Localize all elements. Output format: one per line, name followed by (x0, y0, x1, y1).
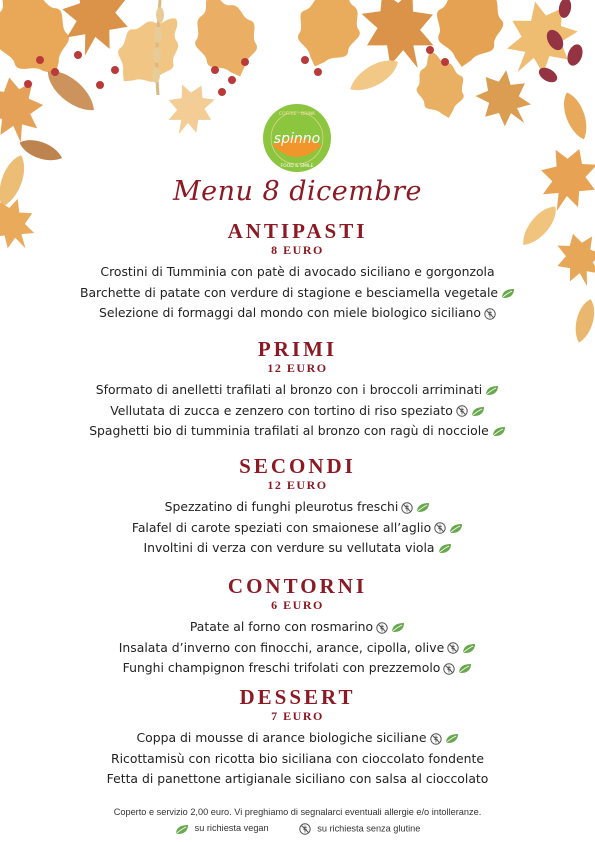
spinno-logo (262, 103, 332, 173)
menu-item-text: Sformato di anelletti trafilati al bronzo con i broccoli arriminati (95, 382, 483, 397)
menu-item-text: Insalata d’inverno con finocchi, arance, cipolla, olive (118, 639, 445, 655)
section-title: ANTIPASTI (227, 219, 368, 243)
gluten-free-icon (484, 308, 496, 320)
legend-vegan (175, 823, 269, 834)
menu-item-text: Fetta di panettone artigianale siciliano con salsa al cioccolato (106, 771, 489, 786)
section-title: DESSERT (239, 685, 356, 709)
menu-item (0, 421, 595, 442)
logo-brand-text: spinno (273, 131, 321, 147)
section-price: 7 EURO (271, 709, 324, 723)
menu-item (0, 380, 595, 401)
menu-item (0, 401, 595, 422)
section-secondi (0, 455, 595, 559)
legend-gluten-free-label: su richiesta senza glutine (317, 823, 421, 834)
leaf-icon (445, 733, 459, 744)
logo-ring-bottom-text: FOOD & SMILE (280, 164, 314, 169)
section-price: 12 EURO (267, 361, 328, 375)
gluten-free-icon (447, 642, 459, 654)
section-dessert (0, 686, 595, 790)
menu-item (0, 283, 595, 304)
section-title: PRIMI (257, 337, 338, 361)
menu-item-text: Vellutata di zucca e zenzero con tortino di riso speziato (110, 402, 453, 418)
gluten-free-icon (376, 622, 388, 634)
menu-item (0, 303, 595, 324)
leaf-icon (462, 643, 476, 654)
menu-item-text: Coppa di mousse di arance biologiche siciliane (136, 730, 427, 745)
gluten-free-icon (299, 823, 311, 835)
footer-note: Coperto e servizio 2,00 euro. Vi preghiamo di segnalarci eventuali allergie e/o intolleranze. (113, 807, 482, 817)
leaf-icon (175, 824, 189, 835)
menu-title: Menu 8 dicembre (172, 176, 423, 207)
section-price: 6 EURO (271, 598, 324, 612)
menu-item (0, 497, 595, 518)
section-primi (0, 338, 595, 442)
gluten-free-icon (434, 522, 446, 534)
section-antipasti (0, 220, 595, 324)
section-title: SECONDI (239, 454, 356, 478)
legend-vegan-label: su richiesta vegan (194, 823, 269, 834)
gluten-free-icon (401, 502, 413, 514)
menu-item-text: Crostini di Tumminia con patè di avocado siciliano e gorgonzola (100, 264, 495, 279)
leaf-icon (416, 502, 430, 513)
menu-item (0, 617, 595, 638)
menu-item (0, 658, 595, 679)
menu-item (0, 638, 595, 659)
section-price: 12 EURO (267, 478, 328, 492)
icon-legend (0, 823, 595, 835)
leaf-icon (501, 288, 515, 299)
leaf-icon (471, 406, 485, 417)
section-price: 8 EURO (271, 243, 324, 257)
menu-item (0, 749, 595, 770)
section-contorni (0, 575, 595, 679)
menu-item-text: Funghi champignon freschi trifolati con prezzemolo (122, 660, 441, 675)
menu-item-text: Involtini di verza con verdure su vellutata viola (143, 540, 435, 555)
menu-item-text: Falafel di carote speziati con smaionese all’aglio (131, 519, 432, 535)
menu-item (0, 262, 595, 283)
menu-item-text: Selezione di formaggi dal mondo con miele biologico siciliano (98, 305, 481, 320)
logo-ring-top-text: COFFEE · DRINK (278, 112, 316, 117)
leaf-icon (458, 663, 472, 674)
menu-item-text: Barchette di patate con verdure di stagione e besciamella vegetale (79, 284, 499, 300)
leaf-icon (391, 622, 405, 633)
menu-item (0, 769, 595, 790)
leaf-icon (449, 523, 463, 534)
menu-item (0, 538, 595, 559)
menu-item-text: Spaghetti bio di tumminia trafilati al bronzo con ragù di nocciole (89, 423, 489, 438)
leaf-icon (492, 426, 506, 437)
menu-item (0, 518, 595, 539)
menu-item-text: Patate al forno con rosmarino (189, 619, 374, 634)
gluten-free-icon (456, 405, 468, 417)
legend-gluten-free (299, 823, 420, 835)
menu-item (0, 728, 595, 749)
gluten-free-icon (443, 663, 455, 675)
section-title: CONTORNI (227, 574, 368, 598)
menu-item-text: Ricottamisù con ricotta bio siciliana con cioccolato fondente (111, 750, 484, 766)
gluten-free-icon (430, 733, 442, 745)
leaf-icon (438, 543, 452, 554)
leaf-icon (485, 385, 499, 396)
menu-item-text: Spezzatino di funghi pleurotus freschi (164, 499, 399, 514)
